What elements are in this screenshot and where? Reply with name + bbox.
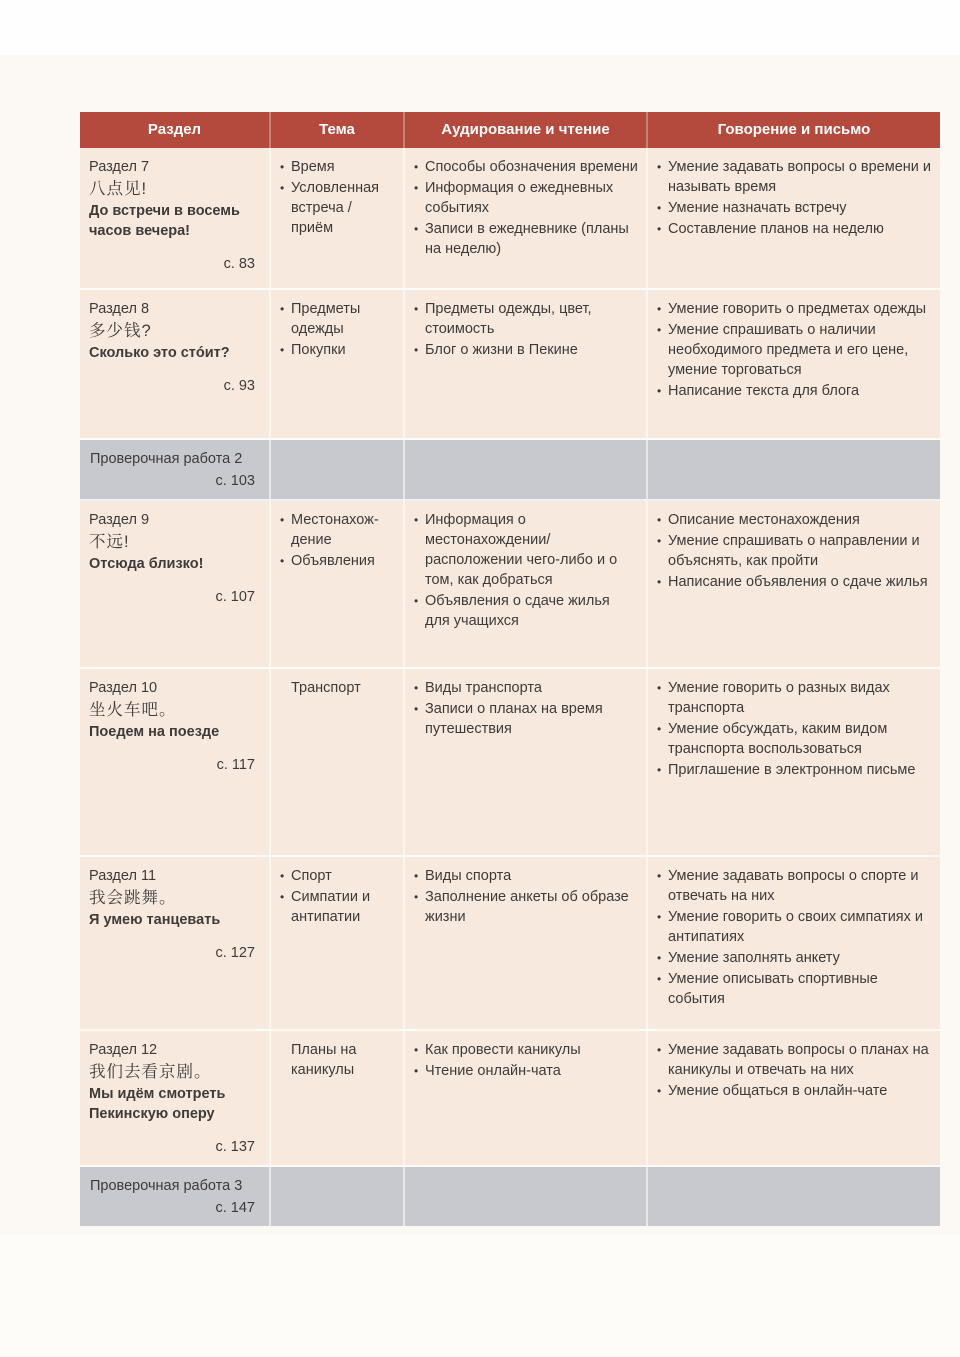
list-item-text: Виды спорта [425,868,512,884]
list-item [657,1081,932,1101]
bullet-icon: • [657,681,662,695]
cell-topics [271,290,405,438]
list-item-text: Умение говорить о разных видах транспорта [668,680,890,716]
cell-topics [271,501,405,667]
bullet-icon: • [657,763,662,777]
cell-listening-reading [405,148,648,288]
list-item-text: Описание местонахождения [668,512,860,528]
bullet-icon: • [414,702,419,716]
table-row-review-3 [80,1167,940,1226]
cell-speaking-writing [648,501,940,667]
cell-empty [648,1167,940,1226]
list-item-text: Чтение онлайн-чата [425,1063,561,1079]
cell-section [80,857,271,1029]
list-item-text: Информация о местонахождении/ расположении чего-либо и о том, как добраться [425,512,618,588]
cell-topics [271,148,405,288]
section-number: Раздел 12 [89,1042,158,1058]
list-item [657,948,932,968]
cell-review [80,1167,271,1226]
bullet-icon [280,1040,291,1080]
list-item [414,178,638,218]
bullet-icon: • [280,554,285,568]
cell-review [80,440,271,499]
section-chinese: 八点见! [89,180,148,198]
bullet-icon: • [280,869,285,883]
cell-topics [271,857,405,1029]
list-item-text: Записи о планах на время путешествия [425,701,603,737]
cell-speaking-writing [648,148,940,288]
list-item-text: Написание объявления о сдаче жилья [668,574,928,590]
bullet-icon: • [414,160,419,174]
section-title: Я умею танцевать [89,912,221,928]
section-title: Сколько это стóит? [89,345,230,361]
section-title: Мы идём смотреть Пекинскую оперу [89,1086,226,1122]
bullet-icon: • [414,1043,419,1057]
list-item [657,510,932,530]
list-item [657,760,932,780]
bullet-icon: • [280,302,285,316]
bullet-icon: • [414,869,419,883]
list-item [414,157,638,177]
list-item [657,907,932,947]
bullet-icon: • [414,222,419,236]
list-item-text: Умение задавать вопросы о спорте и отвечать на них [668,868,919,904]
list-item [414,591,638,631]
bullet-icon: • [657,1084,662,1098]
list-item [280,887,395,927]
bullet-icon: • [657,972,662,986]
list-item [657,969,932,1009]
cell-listening-reading [405,1031,648,1165]
list-item-text: Умение говорить о своих симпатиях и антипатиях [668,909,924,945]
bullet-icon: • [414,681,419,695]
section-page: с. 107 [215,589,255,605]
bullet-icon: • [280,181,285,195]
section-number: Раздел 9 [89,512,150,528]
list-item [280,157,395,177]
section-title: Отсюда близко! [89,556,204,572]
list-item-text: Транспорт [291,680,361,696]
list-item [414,340,638,360]
list-item [657,219,932,239]
list-item-text: Умение задавать вопросы о планах на каникулы и отвечать на них [668,1042,929,1078]
table-row-section-12 [80,1031,940,1167]
list-item [280,510,395,550]
list-item-text: Местонахож-дение [291,512,379,548]
section-chinese: 不远! [89,533,130,551]
bullet-icon: • [657,323,662,337]
section-title: Поедем на поезде [89,724,220,740]
list-item-text: Составление планов на неделю [668,221,884,237]
review-page: с. 147 [215,1200,255,1216]
list-item [414,299,638,339]
table-row-section-7 [80,148,940,290]
list-item [657,198,932,218]
section-number: Раздел 10 [89,680,158,696]
list-item-text: Написание текста для блога [668,383,860,399]
section-number: Раздел 7 [89,159,150,175]
list-item [414,219,638,259]
section-number: Раздел 11 [89,868,157,884]
section-page: с. 127 [215,945,255,961]
list-item-text: Планы на каникулы [291,1042,357,1078]
table-row-section-9 [80,501,940,669]
cell-section [80,501,271,667]
list-item [280,866,395,886]
list-item [657,531,932,571]
cell-empty [271,440,405,499]
bullet-icon: • [414,181,419,195]
list-item [280,1040,395,1080]
bullet-icon: • [657,869,662,883]
bullet-icon: • [414,302,419,316]
bullet-icon: • [657,910,662,924]
list-item-text: Умение описывать спортивные события [668,971,878,1007]
cell-empty [271,1167,405,1226]
section-page: с. 117 [216,757,255,773]
cell-empty [648,440,940,499]
section-page: с. 137 [215,1139,255,1155]
header-cell-tema: Тема [271,112,405,148]
list-item-text: Умение обсуждать, каким видом транспорта воспользоваться [668,721,888,757]
bullet-icon: • [280,513,285,527]
bullet-icon [280,678,291,698]
cell-section [80,1031,271,1165]
list-item [414,699,638,739]
list-item-text: Спорт [291,868,332,884]
section-chinese: 坐火车吧。 [89,701,177,719]
header-cell-speaking-writing: Говорение и письмо [717,121,871,138]
cell-speaking-writing [648,857,940,1029]
list-item [657,572,932,592]
list-item [657,157,932,197]
table-row-section-11 [80,857,940,1031]
list-item-text: Умение общаться в онлайн-чате [668,1083,888,1099]
list-item [280,299,395,339]
cell-section [80,669,271,855]
section-chinese: 我会跳舞。 [89,889,177,907]
section-page: с. 93 [223,378,255,394]
list-item-text: Умение заполнять анкету [668,950,840,966]
list-item [280,551,395,571]
bullet-icon: • [657,1043,662,1057]
bullet-icon: • [657,222,662,236]
section-title: До встречи в восемь часов вечера! [89,203,240,239]
list-item-text: Записи в ежедневнике (планы на неделю) [425,221,629,257]
list-item [414,678,638,698]
list-item-text: Способы обозначения времени [425,159,638,175]
bullet-icon: • [657,384,662,398]
cell-empty [405,1167,648,1226]
bullet-icon: • [414,594,419,608]
list-item-text: Покупки [291,342,346,358]
bullet-icon: • [414,890,419,904]
list-item [280,678,395,698]
list-item [657,381,932,401]
bullet-icon: • [280,343,285,357]
list-item [414,887,638,927]
list-item [657,719,932,759]
list-item-text: Виды транспорта [425,680,542,696]
bullet-icon: • [657,951,662,965]
table-header-row [80,112,940,148]
list-item [414,1040,638,1060]
section-chinese: 多少钱? [89,322,152,340]
list-item [657,1040,932,1080]
review-page: с. 103 [215,473,255,489]
list-item [414,866,638,886]
page-margin-top [0,0,960,55]
bullet-icon: • [657,575,662,589]
list-item [414,510,638,590]
list-item-text: Умение спрашивать о наличии необходимого предмета и его цене, умение торговаться [668,322,909,378]
contents-table [80,112,940,1226]
section-chinese: 我们去看京剧。 [89,1063,212,1081]
list-item-text: Объявления о сдаче жилья для учащихся [425,593,610,629]
bullet-icon: • [414,513,419,527]
list-item-text: Заполнение анкеты об образе жизни [425,889,629,925]
bullet-icon: • [657,722,662,736]
list-item [657,320,932,380]
bullet-icon: • [280,160,285,174]
cell-speaking-writing [648,290,940,438]
list-item-text: Умение назначать встречу [668,200,847,216]
bullet-icon: • [657,534,662,548]
list-item [657,299,932,319]
cell-empty [405,440,648,499]
table-row-section-10 [80,669,940,857]
list-item [280,340,395,360]
section-page: с. 83 [223,256,255,272]
cell-section [80,148,271,288]
list-item-text: Блог о жизни в Пекине [425,342,578,358]
bullet-icon: • [657,160,662,174]
list-item-text: Информация о ежедневных событиях [425,180,614,216]
bullet-icon: • [280,890,285,904]
list-item-text: Объявления [291,553,375,569]
header-cell-audio-reading: Аудирование и чтение [405,112,648,148]
cell-speaking-writing [648,1031,940,1165]
bullet-icon: • [414,343,419,357]
review-title: Проверочная работа 3 [90,1178,243,1194]
list-item-text: Время [291,159,335,175]
list-item-text: Симпатии и антипатии [291,889,371,925]
list-item-text: Приглашение в электронном письме [668,762,916,778]
cell-speaking-writing [648,669,940,855]
cell-listening-reading [405,501,648,667]
cell-listening-reading [405,857,648,1029]
list-item [414,1061,638,1081]
table-row-section-8 [80,290,940,440]
list-item [657,866,932,906]
list-item-text: Умение спрашивать о направлении и объяснять, как пройти [668,533,920,569]
list-item [280,178,395,238]
cell-topics [271,669,405,855]
review-title: Проверочная работа 2 [90,451,243,467]
header-cell-razdel: Раздел [80,112,271,148]
bullet-icon: • [414,1064,419,1078]
cell-topics [271,1031,405,1165]
list-item-text: Умение говорить о предметах одежды [668,301,927,317]
cell-listening-reading [405,669,648,855]
list-item-text: Как провести каникулы [425,1042,581,1058]
list-item [657,678,932,718]
section-number: Раздел 8 [89,301,150,317]
cell-listening-reading [405,290,648,438]
bullet-icon: • [657,513,662,527]
list-item-text: Условленная встреча / приём [291,180,380,236]
table-row-review-2 [80,440,940,501]
list-item-text: Умение задавать вопросы о времени и называть время [668,159,932,195]
cell-section [80,290,271,438]
list-item-text: Предметы одежды, цвет, стоимость [425,301,592,337]
list-item-text: Предметы одежды [291,301,361,337]
bullet-icon: • [657,302,662,316]
bullet-icon: • [657,201,662,215]
